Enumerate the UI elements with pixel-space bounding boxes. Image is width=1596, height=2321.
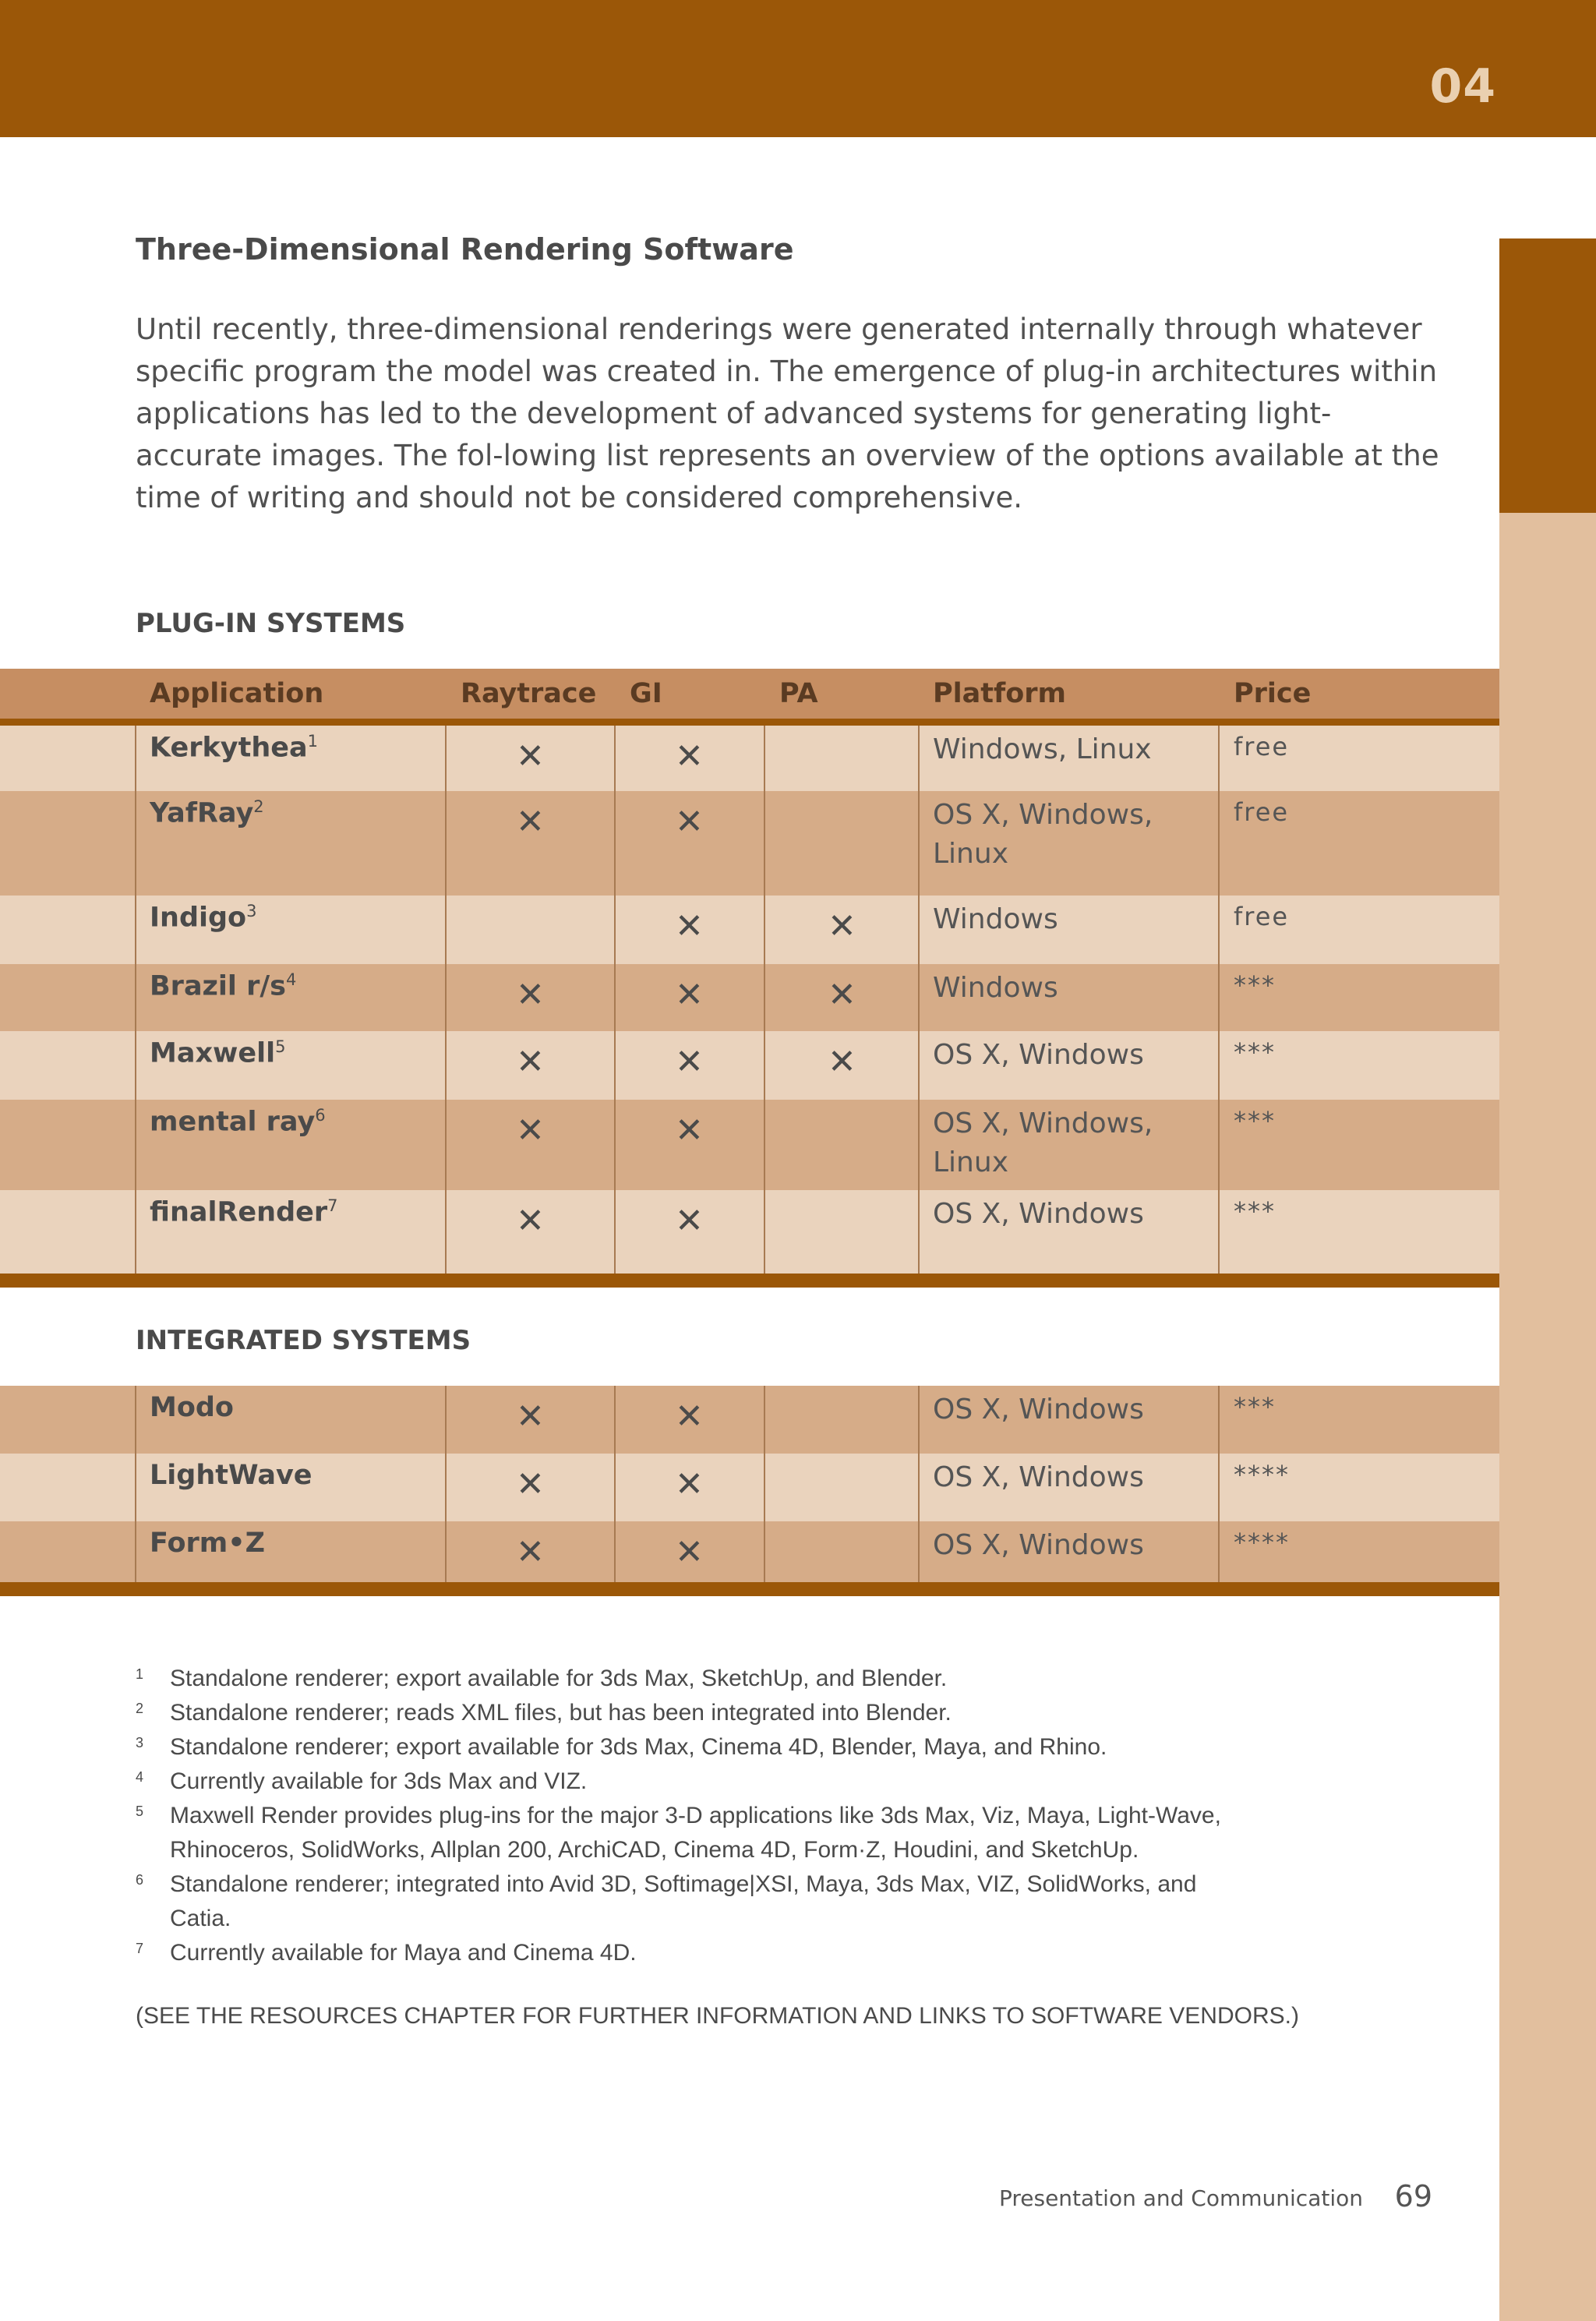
side-tab-background [1499,238,1596,2321]
application-name [150,797,264,829]
column-divider [1218,791,1220,896]
pa-check-icon: ✕ [828,906,856,946]
footnote [136,1867,1242,1936]
column-divider [764,1190,765,1274]
raytrace-check-icon: ✕ [516,737,545,776]
application-name-text: Kerkythea [150,732,308,764]
column-divider [445,896,447,964]
platform-cell: OS X, Windows [933,1529,1144,1561]
footnote-number: 6 [136,1872,144,1888]
see-also-note: (SEE THE RESOURCES CHAPTER FOR FURTHER INFORMATION AND LINKS TO SOFTWARE VENDORS.) [136,2003,1299,2029]
table-header-row [0,669,1499,719]
footnote-text: Standalone renderer; export available for 3ds Max, SketchUp, and Blender. [170,1666,948,1691]
column-divider [445,1031,447,1100]
column-divider [1218,1031,1220,1100]
pa-check-icon: ✕ [828,975,856,1015]
platform-cell: Windows [933,903,1058,935]
column-divider [918,791,920,896]
column-divider [764,1100,765,1190]
gi-check-icon: ✕ [675,1464,704,1504]
column-divider [918,1386,920,1454]
raytrace-check-icon: ✕ [516,1042,545,1082]
column-divider [1218,726,1220,791]
price-cell: *** [1234,1196,1276,1226]
pa-check-icon: ✕ [828,1042,856,1082]
column-header-application: Application [150,678,324,709]
chapter-number: 04 [1429,59,1496,114]
platform-cell: OS X, Windows, Linux [933,799,1153,870]
footnote-reference: 3 [246,902,257,920]
column-divider [764,896,765,964]
price-cell: **** [1234,1460,1290,1489]
application-name-text: Indigo [150,902,247,934]
gi-check-icon: ✕ [675,1532,704,1572]
column-divider [918,1100,920,1190]
column-divider [614,1521,616,1582]
table-row [0,1454,1499,1521]
table-row [0,1031,1499,1100]
application-name [150,1392,234,1423]
column-header-raytrace: Raytrace [461,678,597,709]
column-divider [764,1454,765,1521]
platform-cell: OS X, Windows [933,1039,1144,1071]
table-row [0,964,1499,1031]
table-row [0,1100,1499,1190]
application-name-text: Form•Z [150,1528,266,1559]
gi-check-icon: ✕ [675,1397,704,1436]
raytrace-check-icon: ✕ [516,1397,545,1436]
footnote-reference: 2 [253,797,264,816]
column-divider [445,1521,447,1582]
gi-check-icon: ✕ [675,975,704,1015]
gi-check-icon: ✕ [675,1111,704,1150]
table-row [0,1386,1499,1454]
raytrace-check-icon: ✕ [516,1111,545,1150]
column-divider [135,964,136,1031]
column-divider [135,726,136,791]
application-name [150,1196,338,1228]
footnote-text: Standalone renderer; reads XML files, but has been integrated into Blender. [170,1700,952,1726]
column-divider [918,1454,920,1521]
plugin-systems-heading: PLUG-IN SYSTEMS [136,608,406,639]
gi-check-icon: ✕ [675,1201,704,1241]
gi-check-icon: ✕ [675,906,704,946]
column-divider [445,791,447,896]
raytrace-check-icon: ✕ [516,975,545,1015]
side-tab-marker [1499,238,1596,513]
platform-cell: OS X, Windows [933,1461,1144,1493]
column-divider [614,726,616,791]
column-divider [614,1386,616,1454]
raytrace-check-icon: ✕ [516,802,545,842]
column-divider [918,964,920,1031]
plugin-table-end-rule [0,1274,1499,1288]
platform-cell: OS X, Windows [933,1198,1144,1230]
footnote [136,1936,1242,1970]
price-cell: **** [1234,1528,1290,1557]
price-cell: *** [1234,970,1276,1000]
price-cell: free [1234,732,1290,761]
column-divider [614,896,616,964]
page-number: 69 [1394,2179,1432,2213]
footnote-text: Maxwell Render provides plug-ins for the major 3-D applications like 3ds Max, Viz, Maya, Light-Wave, Rhinoceros, SolidWorks, Allplan 200, ArchiCAD, Cinema 4D, Form·Z, Houdini, and SketchUp. [170,1803,1221,1863]
column-divider [764,1521,765,1582]
column-divider [1218,1454,1220,1521]
column-header-pa: PA [779,678,818,709]
column-divider [918,1031,920,1100]
footnote [136,1765,1242,1799]
application-name-text: LightWave [150,1460,312,1491]
column-divider [614,1031,616,1100]
table-row [0,1190,1499,1274]
footnote-reference: 5 [275,1037,286,1056]
footnote-number: 5 [136,1803,144,1819]
gi-check-icon: ✕ [675,1042,704,1082]
footnote [136,1662,1242,1696]
column-divider [445,1386,447,1454]
platform-cell: OS X, Windows [933,1394,1144,1425]
raytrace-check-icon: ✕ [516,1464,545,1504]
application-name-text: YafRay [150,797,254,829]
integrated-systems-heading: INTEGRATED SYSTEMS [136,1325,471,1356]
footnote [136,1799,1242,1867]
gi-check-icon: ✕ [675,802,704,842]
footnote [136,1730,1242,1765]
column-divider [445,1454,447,1521]
platform-cell: Windows, Linux [933,733,1152,765]
column-divider [1218,1100,1220,1190]
price-cell: *** [1234,1106,1276,1136]
footnote-reference: 6 [315,1106,326,1125]
application-name [150,1037,285,1069]
column-divider [764,791,765,896]
application-name [150,970,296,1002]
column-divider [1218,964,1220,1031]
section-title: Three-Dimensional Rendering Software [136,232,794,267]
footnote-number: 4 [136,1769,144,1785]
raytrace-check-icon: ✕ [516,1201,545,1241]
table-row [0,1521,1499,1582]
table-row [0,896,1499,964]
column-divider [764,964,765,1031]
footnote-number: 7 [136,1941,144,1956]
application-name-text: Brazil r/s [150,970,286,1002]
column-divider [764,726,765,791]
application-name-text: Modo [150,1392,234,1423]
footnote-text: Standalone renderer; integrated into Avid 3D, Softimage|XSI, Maya, 3ds Max, VIZ, SolidWorks, and Catia. [170,1871,1197,1931]
column-divider [764,1386,765,1454]
gi-check-icon: ✕ [675,737,704,776]
column-divider [1218,1386,1220,1454]
column-divider [135,1100,136,1190]
footnote-text: Standalone renderer; export available for 3ds Max, Cinema 4D, Blender, Maya, and Rhino. [170,1734,1107,1760]
column-divider [918,1190,920,1274]
table-row [0,726,1499,791]
column-divider [135,1386,136,1454]
application-name [150,1528,265,1559]
footnote-reference: 1 [307,732,318,751]
column-divider [135,1190,136,1274]
platform-cell: OS X, Windows, Linux [933,1108,1153,1178]
application-name-text: Maxwell [150,1037,276,1069]
footnote-reference: 4 [285,970,297,989]
footnote-reference: 7 [327,1196,338,1215]
application-name [150,902,256,934]
integrated-table-end-rule [0,1582,1499,1596]
column-header-price: Price [1234,678,1312,709]
column-divider [918,896,920,964]
column-divider [1218,896,1220,964]
footnote [136,1696,1242,1730]
column-divider [614,1190,616,1274]
column-header-platform: Platform [933,678,1067,709]
column-divider [614,1454,616,1521]
column-divider [614,964,616,1031]
column-divider [135,791,136,896]
application-name-text: finalRender [150,1196,328,1228]
table-header-rule [0,719,1499,726]
footnote-text: Currently available for Maya and Cinema 4D. [170,1940,637,1966]
column-divider [445,964,447,1031]
column-divider [445,726,447,791]
price-cell: free [1234,797,1290,827]
price-cell: free [1234,902,1290,931]
footer-section-label: Presentation and Communication [998,2185,1363,2211]
column-divider [1218,1190,1220,1274]
column-divider [614,791,616,896]
column-header-gi: GI [630,678,662,709]
application-name [150,1106,326,1138]
footnote-text: Currently available for 3ds Max and VIZ. [170,1768,588,1794]
application-name [150,1460,312,1491]
column-divider [614,1100,616,1190]
table-row [0,791,1499,896]
column-divider [445,1190,447,1274]
application-name [150,732,318,764]
intro-paragraph: Until recently, three-dimensional renderings were generated internally through whatever specific program the model was created in. The emergence of plug-in architectures within applications has led to the development of advanced systems for generating light-accurate images. The fol-lowing list represents an overview of the options available at the time of writing and should not be considered comprehensive. [136,313,1439,514]
footnote-number: 2 [136,1701,144,1716]
column-divider [918,726,920,791]
column-divider [1218,1521,1220,1582]
column-divider [135,896,136,964]
footnotes [136,1662,1242,1970]
column-divider [135,1521,136,1582]
column-divider [135,1454,136,1521]
column-divider [764,1031,765,1100]
column-divider [918,1521,920,1582]
platform-cell: Windows [933,972,1058,1004]
footnote-number: 1 [136,1666,144,1682]
column-divider [445,1100,447,1190]
column-divider [135,1031,136,1100]
raytrace-check-icon: ✕ [516,1532,545,1572]
price-cell: *** [1234,1392,1276,1422]
footnote-number: 3 [136,1735,144,1750]
price-cell: *** [1234,1037,1276,1067]
top-band [0,0,1596,137]
application-name-text: mental ray [150,1106,316,1138]
